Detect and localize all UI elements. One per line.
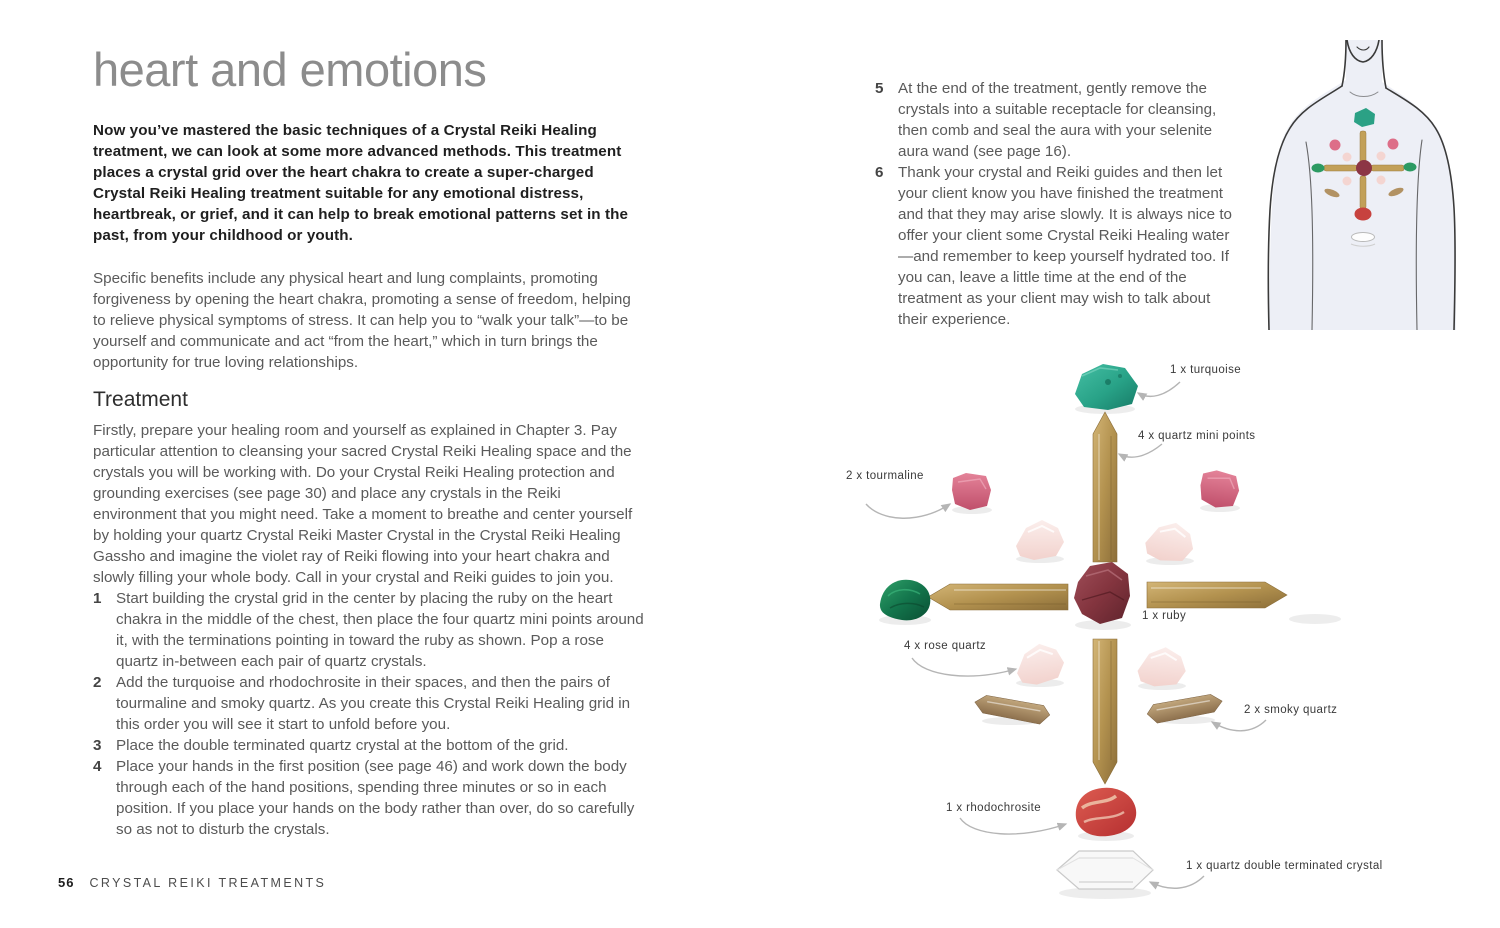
ruby-stone	[1074, 562, 1130, 624]
step-item-3	[93, 735, 645, 756]
step-text: Add the turquoise and rhodochrosite in their spaces, and then the pairs of tourmaline and smoky quartz. As you create this Crystal Reiki Healing grid in this order you will see it start to unfold before you.	[116, 673, 631, 733]
torso-crystal-placement-illustration	[1262, 40, 1462, 330]
step-number: 5	[875, 80, 884, 97]
step-text: At the end of the treatment, gently remove the crystals into a suitable receptacle for cleansing, then comb and seal the aura with your selenite aura wand (see page 16).	[898, 80, 1217, 160]
right-page-column	[875, 78, 1233, 330]
label-tourmaline: 2 x tourmaline	[846, 470, 924, 482]
rose-quartz-icon	[1377, 152, 1386, 161]
step-text: Place the double terminated quartz crystal at the bottom of the grid.	[116, 736, 569, 754]
arrow-rose-quartz	[912, 658, 1016, 676]
label-quartz-mini-points: 4 x quartz mini points	[1138, 430, 1256, 442]
rhodochrosite-stone	[1076, 788, 1136, 837]
step-text: Thank your crystal and Reiki guides and then let your client know you have finished the treatment and that they may arise slowly. It is always nice to offer your client some Crystal Reiki Healing water—and remember to keep yourself hydrated too. If you can, leave a little time at the end of the treatment as your client may wish to talk about their experience.	[898, 164, 1232, 328]
crystal-grid-figure	[820, 352, 1400, 912]
arrow-quartz-mini-points	[1119, 444, 1162, 457]
arrow-tourmaline	[866, 504, 950, 518]
step-number: 3	[93, 736, 102, 754]
quartz-point-icon	[1360, 131, 1366, 163]
green-stone-icon	[1312, 164, 1325, 173]
ruby-icon	[1356, 160, 1372, 176]
label-turquoise: 1 x turquoise	[1170, 364, 1242, 376]
step-item-1	[93, 588, 645, 672]
treatment-steps-1-4	[93, 588, 645, 840]
step-number: 1	[93, 589, 102, 607]
arrow-smoky-quartz	[1212, 720, 1266, 731]
step-item-6	[875, 162, 1233, 330]
section-title: CRYSTAL REIKI TREATMENTS	[89, 876, 327, 890]
page-footer	[58, 874, 326, 892]
benefits-paragraph: Specific benefits include any physical heart and lung complaints, promoting forgiveness by opening the heart chakra, promoting a sense of freedom, helping to relieve physical symptoms of stress. It can help you to “walk your talk”—to be yourself and communicate and act “from the heart,” which in turn brings the opportunity for true loving relationships.	[93, 269, 631, 371]
torso-figure	[1262, 40, 1462, 330]
label-ruby: 1 x ruby	[1142, 610, 1187, 622]
step-number: 6	[875, 164, 884, 181]
step-number: 2	[93, 673, 102, 691]
label-arrows	[866, 382, 1266, 888]
step-item-2	[93, 672, 645, 735]
quartz-point-icon	[1360, 176, 1366, 209]
rose-quartz-icon	[1343, 177, 1352, 186]
label-smoky-quartz: 2 x smoky quartz	[1244, 704, 1338, 716]
tourmaline-stone-right	[1198, 468, 1242, 510]
step-item-5	[875, 78, 1233, 162]
label-double-terminated: 1 x quartz double terminated crystal	[1186, 860, 1383, 872]
step-number: 4	[93, 757, 102, 775]
arrow-rhodochrosite	[960, 818, 1066, 834]
arrow-turquoise	[1138, 382, 1180, 396]
green-stone-left	[880, 580, 930, 621]
arrow-double-terminated	[1150, 876, 1204, 888]
page-number: 56	[58, 875, 75, 890]
quartz-point-icon	[1324, 165, 1357, 171]
tourmaline-icon	[1330, 140, 1341, 151]
rose-quartz-icon	[1377, 176, 1386, 185]
turquoise-stone	[1075, 364, 1138, 410]
label-rose-quartz: 4 x rose quartz	[904, 640, 987, 652]
page-title: heart and emotions	[93, 43, 487, 96]
treatment-steps-5-6	[875, 78, 1233, 330]
rose-quartz-icon	[1343, 153, 1352, 162]
left-page-column	[93, 44, 645, 840]
step-text: Place your hands in the first position (see page 46) and work down the body through each of the hand positions, spending three minutes or so in each position. If you place your hands on the body rather than over, do so carefully so as not to disturb the crystals.	[116, 757, 635, 838]
treatment-intro-paragraph: Firstly, prepare your healing room and yourself as explained in Chapter 3. Pay particular attention to cleansing your sacred Crystal Reiki Healing space and the crystals you will be working with. Do your Crystal Reiki Healing protection and grounding exercises (see page 30) and place any crystals in the Reiki environment that you might need. Take a moment to breathe and center yourself by holding your quartz Crystal Reiki Master Crystal in the Crystal Reiki Healing Gassho and imagine the violet ray of Reiki flowing into your heart chakra and slowly filling your whole body. Call in your crystal and Reiki guides to join you.	[93, 421, 633, 586]
tourmaline-icon	[1388, 139, 1399, 150]
green-stone-icon	[1404, 163, 1417, 172]
tourmaline-stone-left	[952, 473, 991, 510]
step-item-4	[93, 756, 645, 840]
clear-quartz-icon	[1352, 233, 1375, 242]
rhodochrosite-icon	[1355, 208, 1372, 221]
double-terminated-quartz-stone	[1057, 851, 1153, 889]
intro-paragraph: Now you’ve mastered the basic techniques of a Crystal Reiki Healing treatment, we can look at some more advanced methods. This treatment places a crystal grid over the heart chakra to create a super-charged Crystal Reiki Healing treatment suitable for any emotional distress, heartbreak, or grief, and it can help to break emotional patterns set in the past, from your childhood or youth.	[93, 121, 629, 244]
crystal-grid-diagram	[820, 352, 1400, 912]
step-text: Start building the crystal grid in the center by placing the ruby on the heart chakra in the middle of the chest, then place the four quartz mini points around it, with the terminations pointing in toward the ruby as shown. Pop a rose quartz in-between each pair of quartz crystals.	[116, 589, 644, 670]
quartz-point-icon	[1371, 165, 1404, 171]
label-rhodochrosite: 1 x rhodochrosite	[946, 802, 1042, 814]
treatment-heading: Treatment	[93, 387, 188, 411]
